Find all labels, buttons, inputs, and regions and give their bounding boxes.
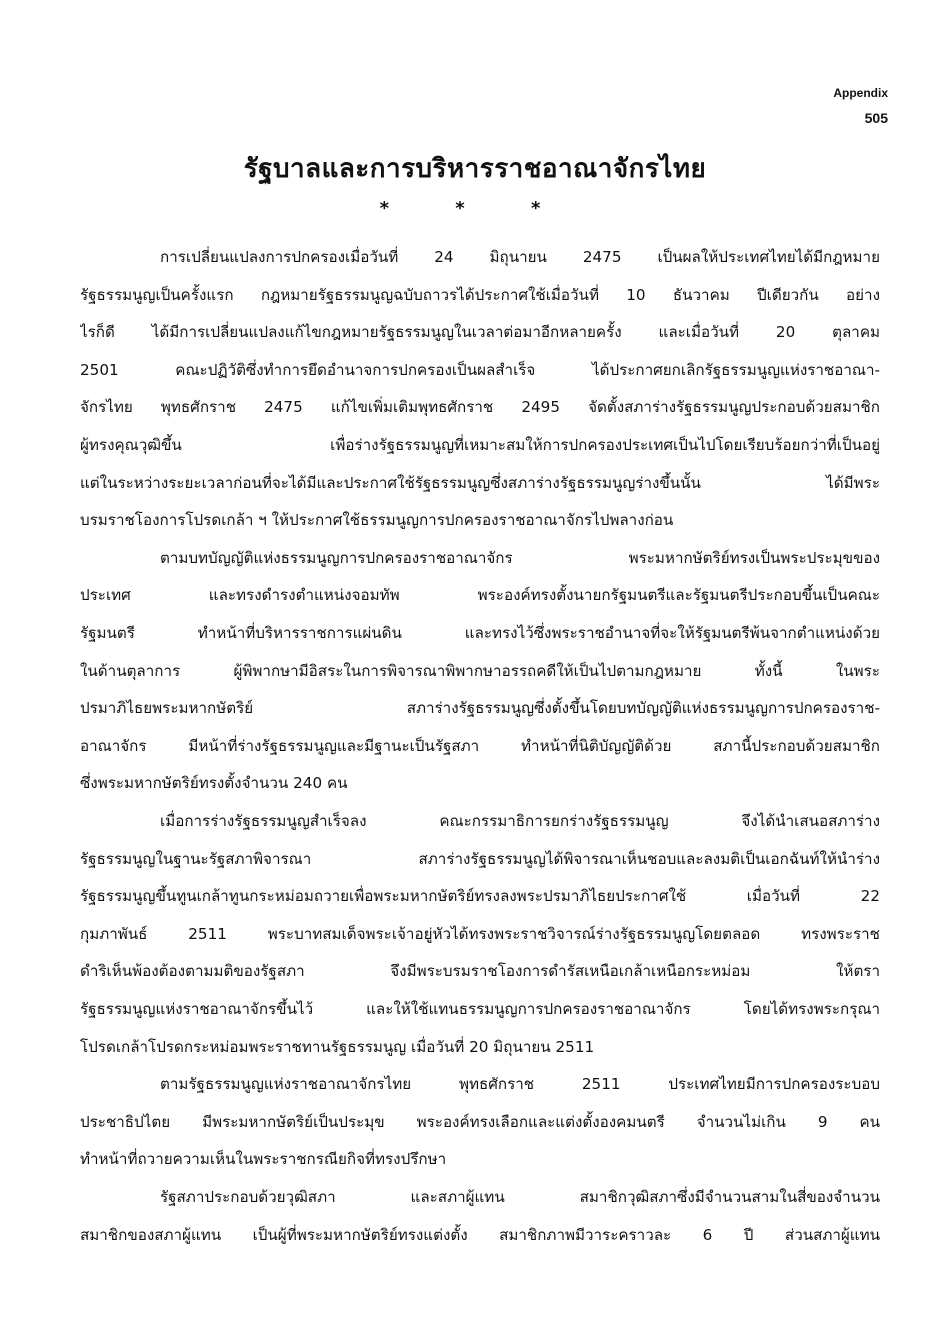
text-line: อาณาจักร มีหน้าที่ร่างรัฐธรรมนูญและมีฐานะเป็นรัฐสภา ทำหน้าที่นิติบัญญัติด้วย สภานี้ประกอบด้วยสมาชิก xyxy=(80,736,880,755)
text-line: รัฐธรรมนูญเป็นครั้งแรก กฎหมายรัฐธรรมนูญฉบับถาวรได้ประกาศใช้เมื่อวันที่ 10 ธันวาคม ปีเดียวกัน อย่าง xyxy=(80,285,880,304)
text-line: ตามบทบัญญัติแห่งธรรมนูญการปกครองราชอาณาจักร พระมหากษัตริย์ทรงเป็นพระประมุขของ xyxy=(160,548,880,567)
text-line: การเปลี่ยนแปลงการปกครองเมื่อวันที่ 24 มิถุนายน 2475 เป็นผลให้ประเทศไทยได้มีกฎหมาย xyxy=(160,248,880,266)
text-line: รัฐธรรมนูญในฐานะรัฐสภาพิจารณา สภาร่างรัฐธรรมนูญได้พิจารณาเห็นชอบและลงมติเป็นเอกฉันท์ให้นำร่าง xyxy=(80,849,880,868)
text-line: สมาชิกของสภาผู้แทน เป็นผู้ที่พระมหากษัตริย์ทรงแต่งตั้ง สมาชิกภาพมีวาระคราวละ 6 ปี ส่วนสภาผู้แทน xyxy=(80,1225,880,1244)
text-line: ประเทศ และทรงดำรงตำแหน่งจอมทัพ พระองค์ทรงตั้งนายกรัฐมนตรีและรัฐมนตรีประกอบขึ้นเป็นคณะ xyxy=(80,586,880,605)
text-line: บรมราชโองการโปรดเกล้า ฯ ให้ประกาศใช้ธรรมนูญการปกครองราชอาณาจักรไปพลางก่อน xyxy=(80,511,674,530)
text-line: ตามรัฐธรรมนูญแห่งราชอาณาจักรไทย พุทธศักราช 2511 ประเทศไทยมีการปกครองระบอบ xyxy=(160,1075,880,1094)
page-number: 505 xyxy=(864,110,888,126)
text-line: ทำหน้าที่ถวายความเห็นในพระราชกรณียกิจที่ทรงปรึกษา xyxy=(80,1150,447,1169)
text-line: ในด้านตุลาการ ผู้พิพากษามีอิสระในการพิจารณาพิพากษาอรรถคดีให้เป็นไปตามกฎหมาย ทั้งนี้ ในพระ xyxy=(80,661,880,680)
text-line: รัฐธรรมนูญขึ้นทูนเกล้าทูนกระหม่อมถวายเพื่อพระมหากษัตริย์ทรงลงพระปรมาภิไธยประกาศใช้ เมื่อวันที่ 22 xyxy=(80,887,880,906)
text-line: เมื่อการร่างรัฐธรรมนูญสำเร็จลง คณะกรรมาธิการยกร่างรัฐธรรมนูญ จึงได้นำเสนอสภาร่าง xyxy=(160,812,880,830)
text-line: ปรมาภิไธยพระมหากษัตริย์ สภาร่างรัฐธรรมนูญซึ่งตั้งขึ้นโดยบทบัญญัติแห่งธรรมนูญการปกครองราช- xyxy=(80,699,880,718)
page-title: รัฐบาลและการบริหารราชอาณาจักรไทย xyxy=(243,154,707,184)
text-line: แต่ในระหว่างระยะเวลาก่อนที่จะได้มีและประกาศใช้รัฐธรรมนูญซึ่งสภาร่างรัฐธรรมนูญร่างขึ้นนั้น ได้มีพระ xyxy=(80,473,880,492)
section-separator: * * * xyxy=(379,198,571,219)
text-line: ประชาธิปไตย มีพระมหากษัตริย์เป็นประมุข พระองค์ทรงเลือกและแต่งตั้งองคมนตรี จำนวนไม่เกิน 9 คน xyxy=(80,1112,880,1131)
text-line: รัฐธรรมนูญแห่งราชอาณาจักรขึ้นไว้ และให้ใช้แทนธรรมนูญการปกครองราชอาณาจักร โดยได้ทรงพระกรุณา xyxy=(80,1000,880,1018)
text-line: รัฐสภาประกอบด้วยวุฒิสภา และสภาผู้แทน สมาชิกวุฒิสภาซึ่งมีจำนวนสามในสี่ของจำนวน xyxy=(160,1188,880,1206)
text-line: ซึ่งพระมหากษัตริย์ทรงตั้งจำนวน 240 คน xyxy=(80,774,348,793)
text-line: 2501 คณะปฏิวัติซึ่งทำการยึดอำนาจการปกครองเป็นผลสำเร็จ ได้ประกาศยกเลิกรัฐธรรมนูญแห่งราชอาณา- xyxy=(80,360,880,379)
text-line: กุมภาพันธ์ 2511 พระบาทสมเด็จพระเจ้าอยู่หัวได้ทรงพระราชวิจารณ์ร่างรัฐธรรมนูญโดยตลอด ทรงพระราช xyxy=(80,924,880,943)
text-line: รัฐมนตรี ทำหน้าที่บริหารราชการแผ่นดิน และทรงไว้ซึ่งพระราชอำนาจที่จะให้รัฐมนตรีพ้นจากตำแหน่งด้วย xyxy=(80,624,880,642)
text-line: ไรก็ดี ได้มีการเปลี่ยนแปลงแก้ไขกฎหมายรัฐธรรมนูญในเวลาต่อมาอีกหลายครั้ง และเมื่อวันที่ 20 ตุลาคม xyxy=(80,323,880,342)
text-line: จักรไทย พุทธศักราช 2475 แก้ไขเพิ่มเติมพุทธศักราช 2495 จัดตั้งสภาร่างรัฐธรรมนูญประกอบด้วยสมาชิก xyxy=(80,398,880,417)
text-line: โปรดเกล้าโปรดกระหม่อมพระราชทานรัฐธรรมนูญ เมื่อวันที่ 20 มิถุนายน 2511 xyxy=(80,1037,595,1056)
text-line: ดำริเห็นพ้องต้องตามมติของรัฐสภา จึงมีพระบรมราชโองการดำรัสเหนือเกล้าเหนือกระหม่อม ให้ตรา xyxy=(80,962,880,981)
text-line: ผู้ทรงคุณวุฒิขึ้น เพื่อร่างรัฐธรรมนูญที่เหมาะสมให้การปกครองประเทศเป็นไปโดยเรียบร้อยกว่าที่เป็นอยู่ xyxy=(80,436,880,454)
appendix-label: Appendix xyxy=(833,86,888,100)
